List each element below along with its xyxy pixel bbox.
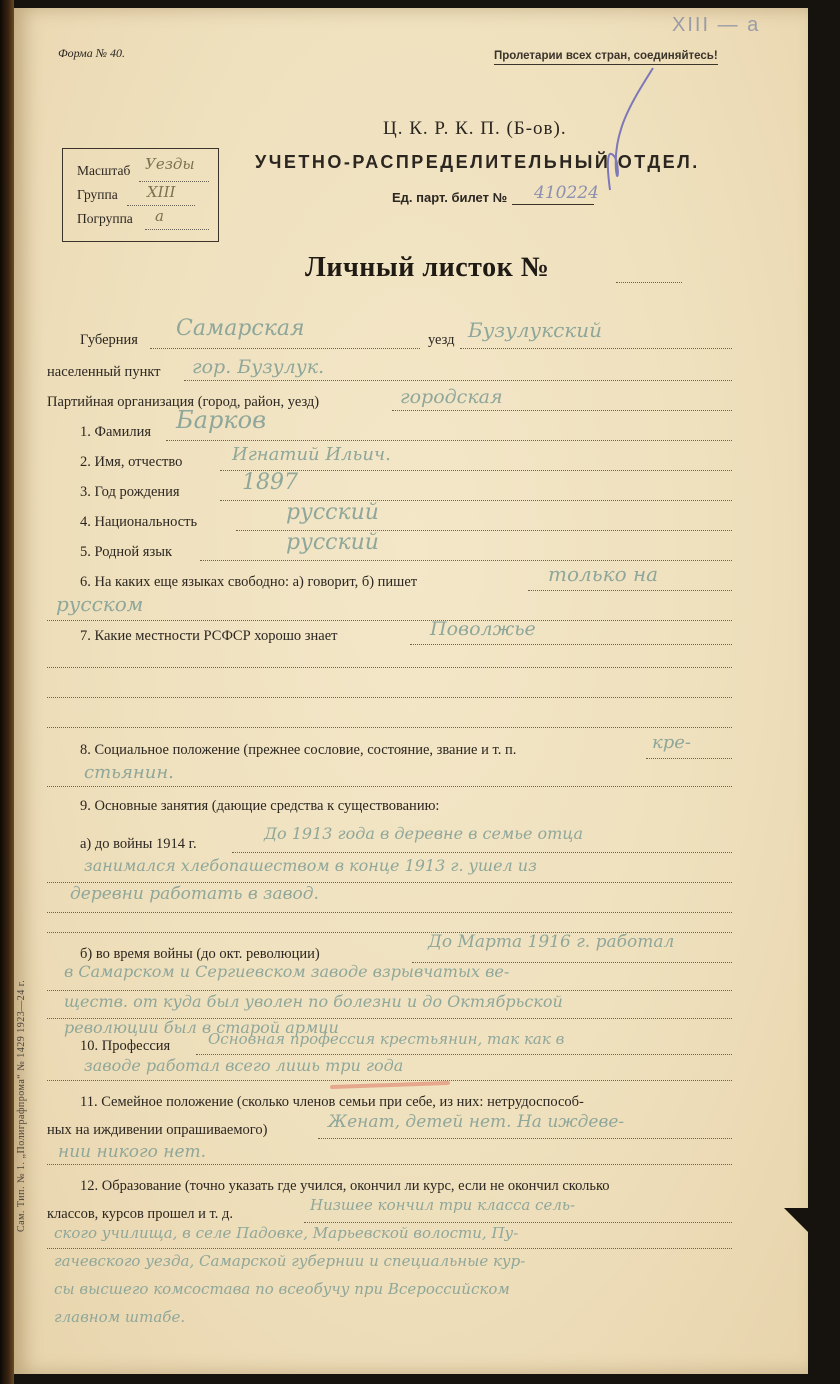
birth-year-label: 3. Год рождения	[80, 484, 180, 500]
page-title: Личный листок №	[305, 252, 550, 283]
party-card-number: 410224	[534, 183, 599, 203]
family-status-line-2	[47, 1164, 732, 1165]
known-regions-line-4	[47, 727, 732, 728]
district-value[interactable]: Бузулукский	[468, 318, 602, 342]
slogan: Пролетарии всех стран, соединяйтесь!	[494, 50, 718, 65]
native-language-label: 5. Родной язык	[80, 544, 172, 560]
corner-archive-mark: XIII — а	[672, 14, 761, 36]
province-value[interactable]: Самарская	[176, 316, 305, 341]
settlement-label: населенный пункт	[47, 364, 161, 380]
scale-label: Масштаб	[77, 163, 131, 178]
profession-line-1	[196, 1054, 732, 1055]
surname-line	[166, 440, 732, 441]
known-regions-line-2	[47, 667, 732, 668]
family-status-value-1[interactable]: Женат, детей нет. На иждеве-	[328, 1112, 625, 1132]
before-war-line-1	[232, 852, 732, 853]
organization-name: Ц. К. Р. К. П. (Б-ов).	[383, 118, 567, 139]
profession-line-2	[47, 1080, 732, 1081]
family-status-label-2: ных на иждивении опрашиваемого)	[47, 1122, 268, 1138]
pencil-check-mark-icon	[588, 60, 658, 200]
name-patronymic-label: 2. Имя, отчество	[80, 454, 183, 470]
nationality-value[interactable]: русский	[286, 500, 379, 525]
education-text-2[interactable]: ского училища, в селе Падовке, Марьевской волости, Пу-	[54, 1224, 519, 1242]
district-label: уезд	[428, 332, 455, 348]
known-regions-value[interactable]: Поволжье	[430, 618, 536, 640]
education-line-1	[304, 1222, 732, 1223]
before-war-line-2	[47, 882, 732, 883]
social-status-value-1[interactable]: кре-	[652, 732, 692, 753]
book-binding	[0, 0, 14, 1384]
known-regions-label: 7. Какие местности РСФСР хорошо знает	[80, 628, 338, 644]
education-text-1[interactable]: Низшее кончил три класса сель-	[310, 1196, 576, 1214]
education-text-4[interactable]: сы высшего комсостава по всеобучу при Всероссийском	[54, 1280, 510, 1298]
printer-imprint: Сам. Тип. № 1. „Полиграфпрома“ № 1429 1923—24 г.	[16, 979, 27, 1232]
settlement-line	[184, 380, 732, 381]
native-language-line	[200, 560, 732, 561]
profession-text-2[interactable]: заводе работал всего лишь три года	[84, 1056, 404, 1075]
name-patronymic-value[interactable]: Игнатий Ильич.	[232, 444, 391, 465]
education-line-2	[47, 1248, 732, 1249]
other-languages-line-2	[47, 620, 732, 621]
scale-value: Уезды	[145, 155, 195, 173]
birth-year-value[interactable]: 1897	[242, 470, 298, 495]
sheet-number-line	[616, 282, 682, 283]
profession-label: 10. Профессия	[80, 1038, 171, 1054]
before-war-line-3	[47, 912, 732, 913]
group-value: XIII	[147, 183, 176, 201]
profession-text-1[interactable]: Основная профессия крестьянин, так как в	[208, 1030, 565, 1048]
form-number: Форма № 40.	[58, 46, 126, 60]
province-label: Губерния	[80, 332, 138, 348]
subgroup-value: а	[155, 207, 164, 225]
family-status-label-1: 11. Семейное положение (сколько членов семьи при себе, из них: нетрудоспособ-	[80, 1094, 584, 1110]
district-line	[460, 348, 732, 349]
during-war-line-2	[47, 990, 732, 991]
other-languages-line-1	[528, 590, 732, 591]
other-languages-label: 6. На каких еще языках свободно: а) говорит, б) пишет	[80, 574, 418, 590]
other-languages-value-2[interactable]: русском	[56, 592, 144, 616]
other-languages-value-1[interactable]: только на	[548, 562, 659, 586]
party-org-line	[392, 410, 732, 411]
social-status-value-2[interactable]: стьянин.	[84, 762, 174, 783]
party-org-label: Партийная организация (город, район, уезд)	[47, 394, 320, 410]
during-war-label: б) во время войны (до окт. революции)	[80, 946, 320, 962]
before-war-text-3[interactable]: деревни работать в завод.	[70, 884, 319, 904]
subgroup-label: Погруппа	[77, 211, 133, 226]
education-text-3[interactable]: гачевского уезда, Самарской губернии и специальные кур-	[54, 1252, 526, 1270]
group-line	[127, 205, 195, 206]
occupation-label: 9. Основные занятия (дающие средства к существованию:	[80, 798, 440, 814]
social-status-label: 8. Социальное положение (прежнее сословие, состояние, звание и т. п.	[80, 742, 517, 758]
nationality-label: 4. Национальность	[80, 514, 198, 530]
before-war-text-2[interactable]: занимался хлебопашеством в конце 1913 г. ушел из	[84, 856, 537, 875]
classification-stamp-box	[62, 148, 219, 242]
education-label-2: классов, курсов прошел и т. д.	[47, 1206, 234, 1222]
party-card-label: Ед. парт. билет №	[392, 190, 508, 205]
department-name: УЧЕТНО-РАСПРЕДЕЛИТЕЛЬНЫЙ ОТДЕЛ.	[255, 152, 700, 172]
family-status-value-2[interactable]: нии никого нет.	[58, 1142, 207, 1162]
family-status-line-1	[318, 1138, 732, 1139]
during-war-text-4[interactable]: революции был в старой армии	[64, 1018, 339, 1037]
during-war-text-3[interactable]: ществ. от куда был уволен по болезни и до Октябрьской	[64, 992, 563, 1011]
group-label: Группа	[77, 187, 118, 202]
party-card-line	[512, 204, 594, 205]
subgroup-line	[145, 229, 209, 230]
province-line	[150, 348, 420, 349]
known-regions-line-3	[47, 697, 732, 698]
education-text-5[interactable]: главном штабе.	[54, 1308, 186, 1326]
party-org-value[interactable]: городская	[400, 386, 503, 408]
during-war-text-2[interactable]: в Самарском и Сергиевском заводе взрывчатых ве-	[64, 962, 510, 981]
surname-label: 1. Фамилия	[80, 424, 151, 440]
native-language-value[interactable]: русский	[286, 530, 379, 555]
known-regions-line-1	[410, 644, 732, 645]
scale-line	[139, 181, 209, 182]
paper-tear	[784, 1208, 840, 1268]
social-status-line-2	[47, 786, 732, 787]
education-label-1: 12. Образование (точно указать где учился, окончил ли курс, если не окончил сколько	[80, 1178, 610, 1194]
before-war-label: а) до войны 1914 г.	[80, 836, 197, 852]
settlement-value[interactable]: гор. Бузулук.	[192, 356, 325, 378]
social-status-line-1	[646, 758, 732, 759]
surname-value[interactable]: Барков	[176, 406, 267, 434]
before-war-text-1[interactable]: До 1913 года в деревне в семье отца	[264, 824, 584, 843]
during-war-text-1[interactable]: До Марта 1916 г. работал	[428, 932, 675, 952]
